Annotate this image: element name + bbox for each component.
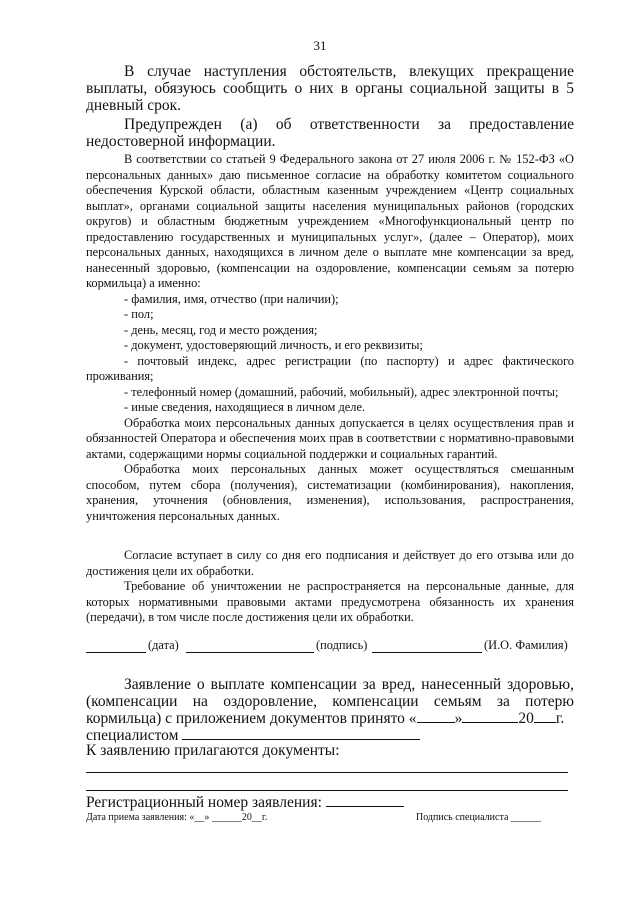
quote-close: »	[454, 710, 463, 727]
month-blank[interactable]	[462, 710, 518, 723]
registration-blank[interactable]	[326, 794, 404, 807]
acceptance-text	[86, 676, 574, 727]
specialist-signature: Подпись специалиста ______	[416, 812, 541, 823]
acceptance-body: Заявление о выплате компенсации за вред, нанесенный здоровью, (компенсации на оздоровление, компенсации семьям за потерю кормильца) с приложением документов принято «	[86, 676, 574, 727]
warning-paragraph	[86, 116, 574, 150]
day-blank[interactable]	[417, 710, 455, 723]
date-label: (дата)	[148, 638, 179, 652]
attachments-line-2[interactable]	[86, 790, 568, 791]
attachments-label: К заявлению прилагаются документы:	[86, 742, 340, 759]
year-prefix: 20	[518, 710, 534, 727]
destruction-requirement: Требование об уничтожении не распространяется на персональные данные, для которых нормативными правовыми актами предусмотрена обязанность их хранения (передачи), в том числе после достижения цели их обработки.	[86, 579, 574, 624]
list-item: - пол;	[124, 307, 154, 321]
name-label: (И.О. Фамилия)	[484, 638, 568, 652]
obligation-text: В случае наступления обстоятельств, влекущих прекращение выплаты, обязуюсь сообщить о них в органы социальной защиты в 5 дневный срок.	[86, 63, 574, 114]
consent-intro: В соответствии со статьей 9 Федерального закона от 27 июля 2006 г. № 152-ФЗ «О персональных данных» даю письменное согласие на обработку комитетом социального обеспечения Курской области, областным казенным учреждением «Центр социальных выплат», органами социальной защиты населения муниципальных районов (городских округов) и областным бюджетным учреждением «Многофункциональный центр по предоставлению государственных и муниципальных услуг», (далее – Оператор), моих персональных данных, находящихся в личном деле о выплате мне компенсации за вред, нанесенный здоровью, (компенсации на оздоровление, компенсации семьям за потерю кормильца) а именно:	[86, 152, 574, 290]
blank-line[interactable]	[186, 652, 314, 653]
warning-text: Предупрежден (а) об ответственности за предоставление недостоверной информации.	[86, 116, 574, 150]
specialist-blank[interactable]	[182, 727, 420, 740]
list-item: - почтовый индекс, адрес регистрации (по паспорту) и адрес фактического проживания;	[86, 353, 574, 383]
list-item: - день, месяц, год и место рождения;	[124, 322, 318, 337]
date-blank[interactable]	[86, 652, 146, 653]
signature-label: (подпись)	[316, 638, 368, 652]
specialist-label: специалистом	[86, 727, 179, 744]
processing-purpose: Обработка моих персональных данных допускается в целях осуществления прав и обязанностей Оператора и обеспечения моих прав в соответствии с нормативно-правовыми актами, содержащими нормы социальной поддержки и социальных гарантий.	[86, 415, 574, 461]
consent-section	[86, 152, 574, 524]
year-blank[interactable]	[534, 710, 556, 723]
list-item: - документ, удостоверяющий личность, и его реквизиты;	[124, 338, 423, 352]
registration-label: Регистрационный номер заявления:	[86, 794, 322, 811]
obligation-paragraph	[86, 63, 574, 114]
signature-blank[interactable]	[372, 652, 482, 653]
year-suffix: г.	[555, 710, 565, 727]
processing-method: Обработка моих персональных данных может осуществляться смешанным способом, путем сбора (получения), систематизации (комбинирования), накопления, хранения, уточнения (обновления, изменения), использования, распространения, уничтожения персональных данных.	[86, 462, 574, 523]
signature-row	[86, 638, 574, 654]
consent-validity: Согласие вступает в силу со дня его подписания и действует до его отзыва или до достижения цели их обработки.	[86, 548, 574, 578]
page-number: 31	[313, 38, 327, 53]
consent-terms	[86, 548, 574, 626]
attachments-line-1[interactable]	[86, 772, 568, 773]
list-item: - фамилия, имя, отчество (при наличии);	[124, 291, 339, 306]
acceptance-section	[86, 676, 574, 744]
list-item: - телефонный номер (домашний, рабочий, мобильный), адрес электронной почты;	[124, 384, 559, 399]
date-received: Дата приема заявления: «__» ______20__г.	[86, 812, 268, 823]
registration-row	[86, 794, 574, 811]
list-item: - иные сведения, находящиеся в личном деле.	[124, 400, 366, 414]
